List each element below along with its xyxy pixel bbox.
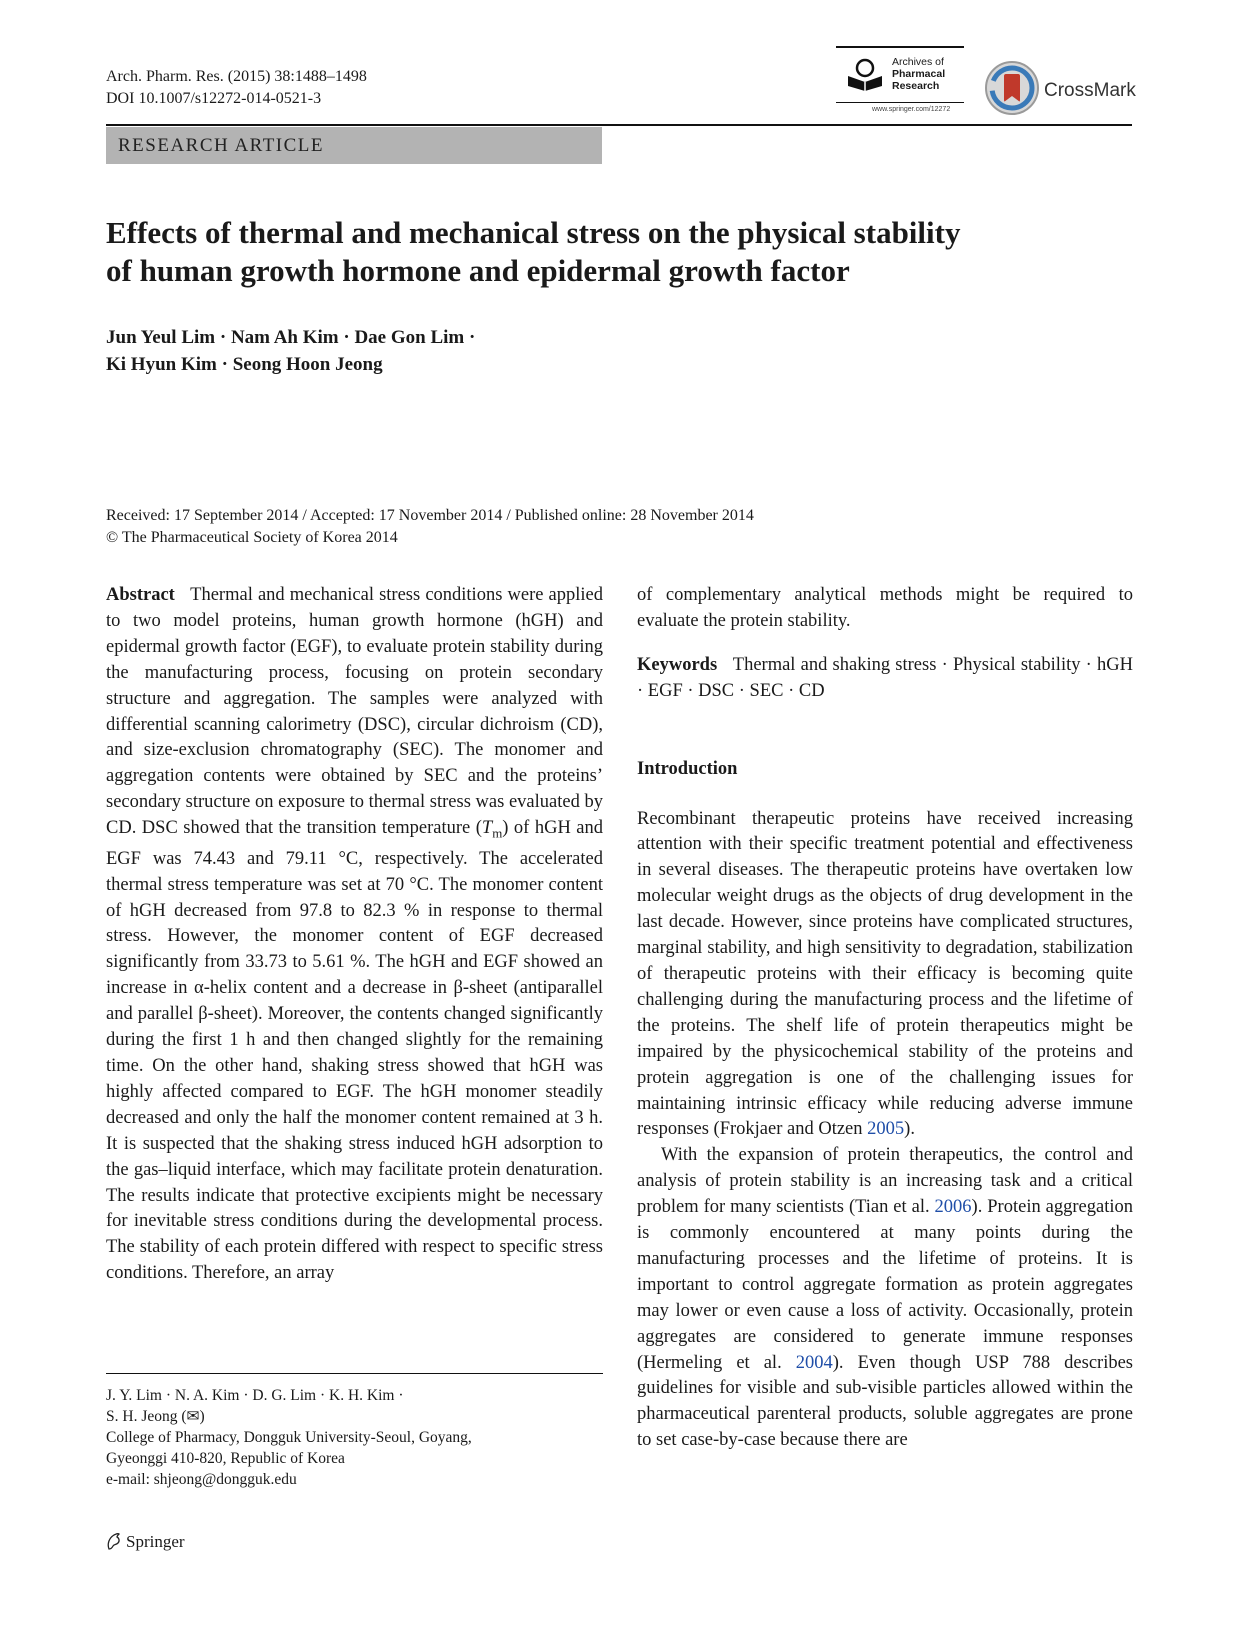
authors-line-2: Ki Hyun Kim · Seong Hoon Jeong — [106, 354, 383, 375]
author-affiliation-footnote — [106, 1385, 603, 1490]
crossmark-label: CrossMark — [1044, 80, 1136, 101]
introduction-heading: Introduction — [637, 758, 738, 779]
citation-link[interactable]: 2006 — [934, 1197, 972, 1218]
article-type-banner: RESEARCH ARTICLE — [106, 127, 602, 164]
affiliation-line-2: Gyeonggi 410-820, Republic of Korea — [106, 1450, 345, 1467]
logo-top-rule — [836, 46, 964, 48]
abstract-label: Abstract — [106, 585, 175, 605]
citation-link[interactable]: 2004 — [795, 1352, 833, 1373]
authors-line-1: Jun Yeul Lim · Nam Ah Kim · Dae Gon Lim · — [106, 327, 476, 348]
springer-horse-icon — [106, 1532, 122, 1550]
abstract-text-a: Thermal and mechanical stress conditions were applied to two model proteins, human growth hormone (hGH) and epidermal growth factor (EGF), to evaluate protein stability during the manufacturing process, focusing on protein secondary structure and aggregation. The samples were analyzed with differential scanning calorimetry (DSC), circular dichroism (CD), and size-exclusion chromatography (SEC). The monomer and aggregation contents were obtained by SEC and the proteins’ secondary structure on exposure to thermal stress was evaluated by CD. DSC showed that the transition temperature ( — [106, 585, 604, 839]
citation-link[interactable]: 2005 — [867, 1119, 905, 1140]
tm-symbol: T — [481, 818, 493, 839]
article-title — [106, 214, 1106, 290]
header-rule — [106, 124, 1132, 126]
title-line-1: Effects of thermal and mechanical stress on the physical stability — [106, 215, 961, 250]
crossmark-badge[interactable] — [984, 60, 1134, 120]
publisher-name: Springer — [126, 1532, 185, 1551]
journal-citation: Arch. Pharm. Res. (2015) 38:1488–1498 — [106, 68, 367, 85]
title-line-2: of human growth hormone and epidermal growth factor — [106, 253, 850, 288]
publication-dates — [106, 505, 754, 549]
abstract-text-b: ) of hGH and EGF was 74.43 and 79.11 °C, respectively. The accelerated thermal stress temperature was set at 70 °C. The monomer content of hGH decreased from 97.8 to 82.3 % in response to thermal stress. However, the monomer content of EGF decreased significantly from 33.73 to 5.61 %. The hGH and EGF showed an increase in α-helix content and a decrease in β-sheet (antiparallel and parallel β-sheet). Moreover, the contents changed significantly during the first 1 h and then changed slightly for the remaining time. On the other hand, shaking stress showed that hGH was highly affected compared to EGF. The hGH monomer steadily decreased and only the half the monomer content remained at 3 h. It is suspected that the shaking stress induced hGH adsorption to the gas–liquid interface, which may facilitate protein denaturation. The results indicate that protective excipients might be necessary for inevitable stress conditions during the developmental process. The stability of each protein differed with respect to specific stress conditions. Therefore, an array — [106, 818, 603, 1284]
logo-bottom-rule — [836, 102, 964, 103]
keywords-label: Keywords — [637, 654, 718, 675]
keywords-text: Thermal and shaking stress · Physical stability · hGH · EGF · DSC · SEC · CD — [637, 654, 1133, 701]
intro-paragraph-2: With the expansion of protein therapeutics, the control and analysis of protein stability is an increasing task and a critical problem for many scientists (Tian et al. 2006). Protein aggregation is commonly encountered at many points during the manufacturing processes and the lifetime of proteins. It is important to control aggregate formation as protein aggregates may lower or even cause a loss of activity. Occasionally, protein aggregates are considered to generate immune responses (Hermeling et al. 2004). Even though USP 788 describes guidelines for visible and sub-visible particles allowed within the pharmaceutical parenteral products, soluble aggregates are prone to set case-by-case because there are — [637, 1145, 1133, 1451]
history-dates: Received: 17 September 2014 / Accepted: 17 November 2014 / Published online: 28 November 2014 — [106, 507, 754, 524]
doi[interactable]: DOI 10.1007/s12272-014-0521-3 — [106, 90, 322, 107]
journal-logo-name: Archives of Pharmacal Research — [892, 56, 946, 92]
affiliation-line-1: College of Pharmacy, Dongguk University-Seoul, Goyang, — [106, 1429, 472, 1446]
publisher-footer — [106, 1532, 185, 1552]
abstract-continuation: of complementary analytical methods might be required to evaluate the protein stability. — [637, 585, 1133, 631]
abstract — [106, 583, 603, 1287]
keywords — [637, 653, 1133, 705]
footnote-rule — [106, 1373, 603, 1374]
corresponding-email[interactable]: e-mail: shjeong@dongguk.edu — [106, 1471, 297, 1488]
copyright: © The Pharmaceutical Society of Korea 2014 — [106, 529, 398, 546]
crossmark-icon — [984, 60, 1040, 116]
footnote-authors-2: S. H. Jeong (✉) — [106, 1408, 205, 1425]
intro-paragraph-1: Recombinant therapeutic proteins have received increasing attention with their specific treatment potential and effectiveness in several diseases. The therapeutic proteins have overtaken low molecular weight drugs as the objects of drug development in the last decade. However, since proteins have complicated structures, marginal stability, and high sensitivity to degradation, stabilization of therapeutic proteins with their efficacy is becoming quite challenging during the manufacturing process and the lifetime of the proteins. The shelf life of protein therapeutics might be impaired by the physicochemical stability of the proteins and protein aggregation is one of the challenging issues for maintaining intrinsic efficacy while reducing adverse immune responses (Frokjaer and Otzen 2005). — [637, 808, 1133, 1140]
journal-citation-block — [106, 66, 367, 110]
journal-logo-url: www.springer.com/12272 — [872, 106, 951, 113]
right-column — [637, 583, 1133, 1454]
abstract-column — [106, 583, 603, 1287]
author-list — [106, 324, 475, 378]
book-emblem-icon — [846, 58, 884, 92]
tm-subscript: m — [492, 825, 503, 841]
journal-logo[interactable] — [836, 46, 964, 118]
footnote-authors-1: J. Y. Lim · N. A. Kim · D. G. Lim · K. H. Kim · — [106, 1387, 404, 1404]
